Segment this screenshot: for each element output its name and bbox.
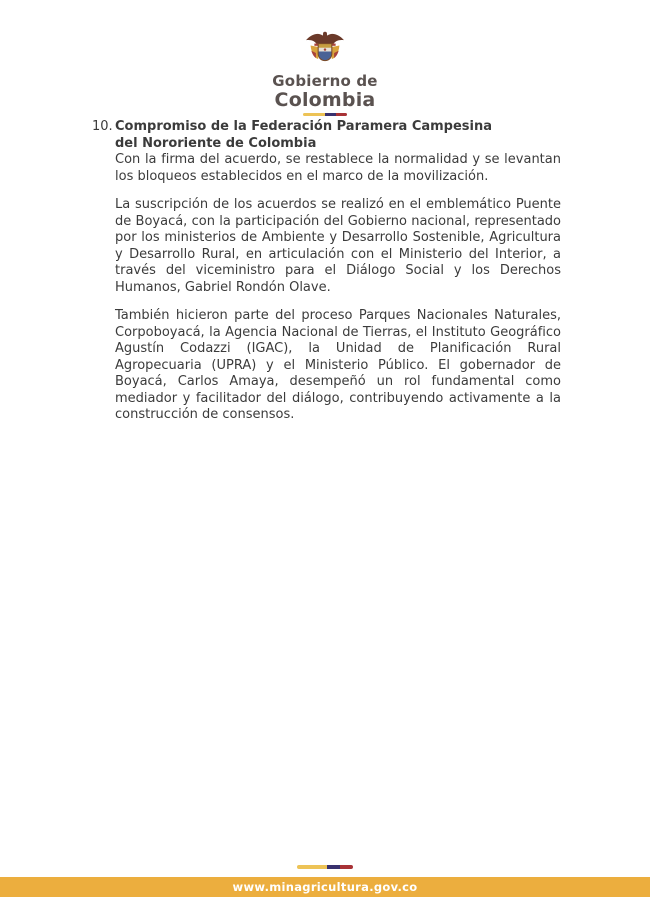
header [0, 28, 650, 116]
paragraph-participants: También hicieron parte del proceso Parques Nacionales Naturales, Corpoboyacá, la Agencia Nacional de Tierras, el Instituto Geográfico Agustín Codazzi (IGAC), la Unidad de Planificación Rural Agropecuaria (UPRA) y el Ministerio Público. El gobernador de Boyacá, Carlos Amaya, desempeñó un rol fundamental como mediador y facilitador del diálogo, contribuyendo activamente a la construcción de consensos. [115, 308, 561, 422]
colombia-flag-bar [303, 113, 347, 116]
flag-red-stripe [336, 113, 347, 116]
flag-yellow-stripe [297, 865, 327, 869]
flag-blue-stripe [325, 113, 336, 116]
list-item-heading [92, 119, 561, 152]
colombia-flag-bar-footer [297, 865, 353, 869]
paragraph-summary: Con la firma del acuerdo, se restablece la normalidad y se levantan los bloqueos establecidos en el marco de la movilización. [115, 152, 561, 184]
colombia-coat-of-arms-icon [302, 28, 348, 72]
footer-bar [0, 877, 650, 897]
footer-url: www.minagricultura.gov.co [232, 880, 418, 894]
logo-text-line1: Gobierno de [272, 72, 378, 90]
flag-yellow-stripe [303, 113, 325, 116]
logo-text-line2: Colombia [274, 89, 376, 111]
flag-blue-stripe [327, 865, 340, 869]
flag-red-stripe [340, 865, 353, 869]
list-item-number: 10. [92, 119, 113, 134]
paragraph-signing: La suscripción de los acuerdos se realizó en el emblemático Puente de Boyacá, con la participación del Gobierno nacional, representado por los ministerios de Ambiente y Desarrollo Sostenible, Agricultura y Desarrollo Rural, en articulación con el Ministerio del Interior, a través del viceministro para el Diálogo Social y los Derechos Humanos, Gabriel Rondón Olave. [115, 197, 561, 295]
item-title: Compromiso de la Federación Paramera Campesina del Nororiente de Colombia [115, 119, 493, 151]
document-body [92, 119, 561, 424]
